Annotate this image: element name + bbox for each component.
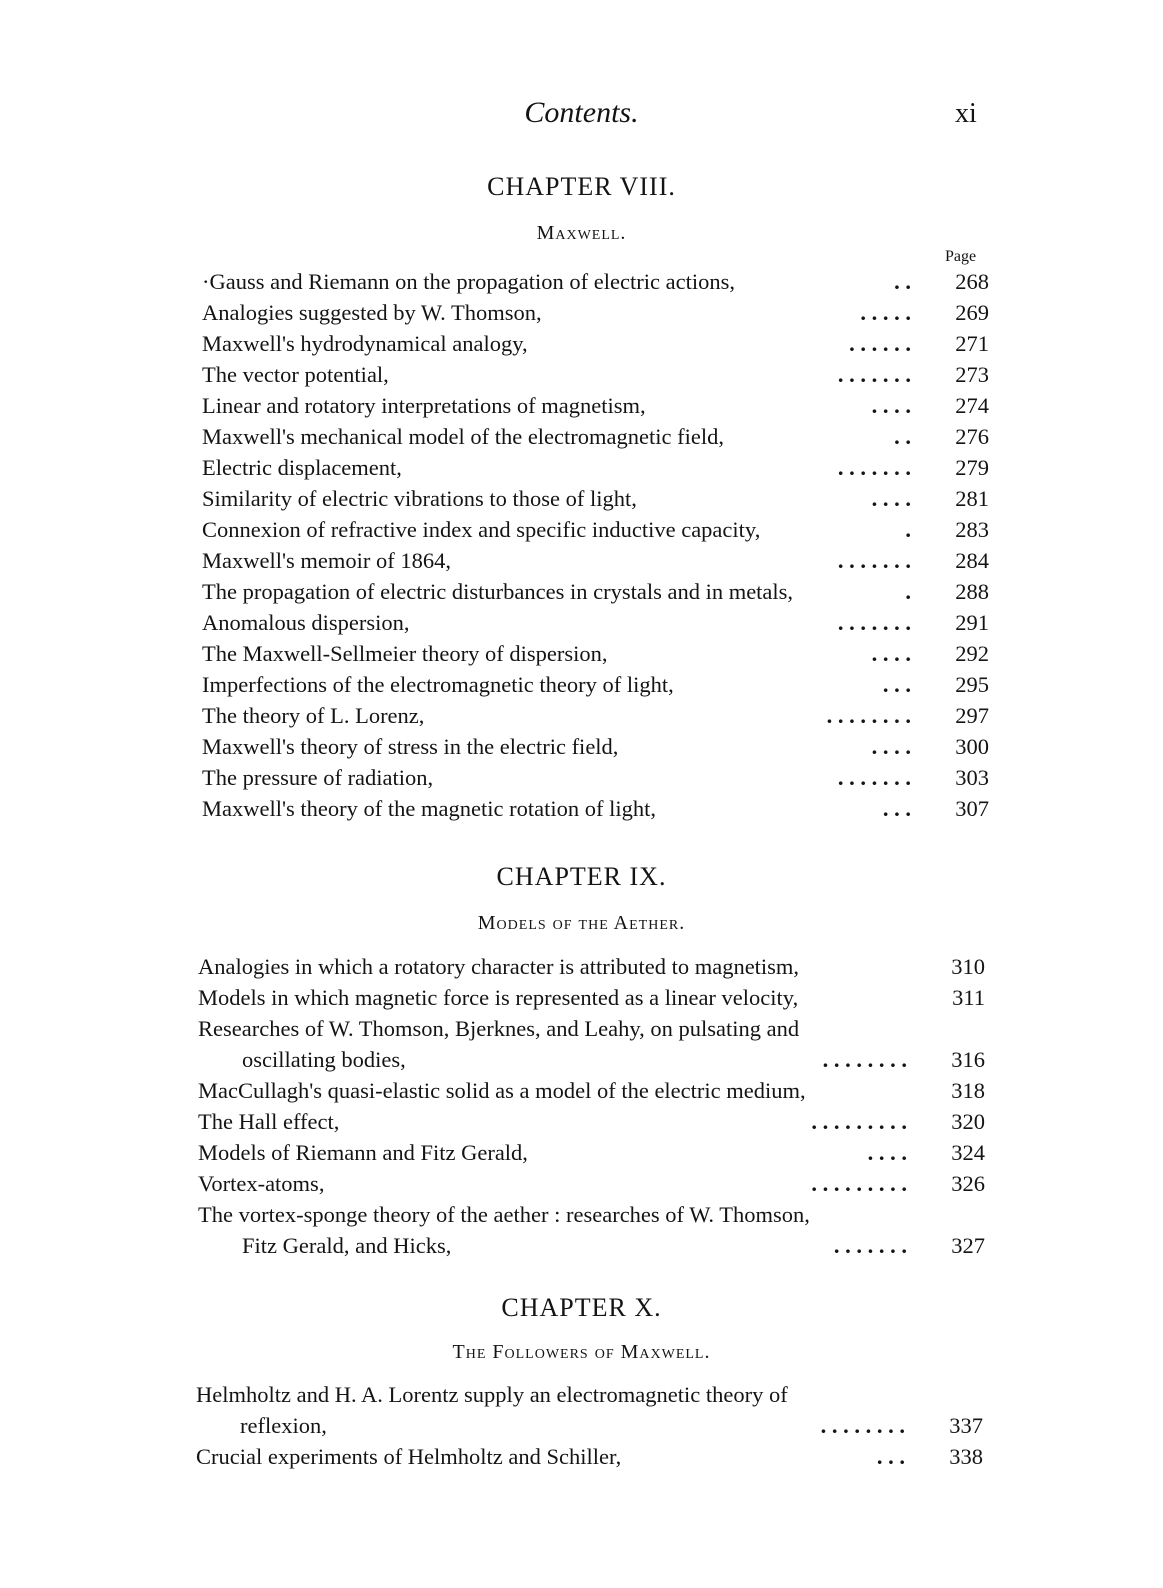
toc-entry bbox=[202, 762, 989, 793]
toc-entry-title: Helmholtz and H. A. Lorentz supply an electromagnetic theory of bbox=[196, 1382, 788, 1407]
page-column-label: Page bbox=[945, 248, 977, 265]
toc-leader-dots: . . . bbox=[876, 1444, 905, 1469]
toc-leader-dots: . . . . bbox=[867, 1140, 907, 1165]
running-title: Contents. bbox=[524, 96, 639, 129]
toc-entry-title: Crucial experiments of Helmholtz and Schiller, bbox=[196, 1444, 622, 1469]
toc-leader-dots: . . . . bbox=[871, 734, 911, 759]
toc-entry-title: The vector potential, bbox=[202, 362, 389, 387]
toc-entry-page: 310 bbox=[951, 954, 985, 979]
toc-entry-title: The theory of L. Lorenz, bbox=[202, 703, 425, 728]
toc-leader-dots: . . . . . . . bbox=[837, 362, 911, 387]
toc-entry-title: The pressure of radiation, bbox=[202, 765, 434, 790]
chapter-subtitle: Maxwell. bbox=[536, 222, 627, 244]
toc-entry-page: 291 bbox=[955, 610, 989, 635]
toc-leader-dots: . . . bbox=[882, 672, 911, 697]
toc-leader-dots: . . . . . . . bbox=[837, 455, 911, 480]
toc-entry-title: Maxwell's mechanical model of the electromagnetic field, bbox=[202, 424, 724, 449]
toc-entry-page: 307 bbox=[955, 796, 989, 821]
toc-entry bbox=[198, 951, 985, 982]
toc-entry bbox=[202, 297, 989, 328]
toc-entry-title: Electric displacement, bbox=[202, 455, 402, 480]
toc-entry-title: oscillating bodies, bbox=[242, 1047, 406, 1072]
toc-entry-title: Linear and rotatory interpretations of magnetism, bbox=[202, 393, 646, 418]
toc-entry bbox=[202, 390, 989, 421]
toc-entry bbox=[198, 1137, 985, 1168]
toc-entry bbox=[202, 793, 989, 824]
toc-entry bbox=[196, 1379, 983, 1410]
toc-entry-title: The Hall effect, bbox=[198, 1109, 340, 1134]
toc-leader-dots: . . . . . . . . bbox=[826, 703, 911, 728]
toc-entry-page: 292 bbox=[955, 641, 989, 666]
toc-entry-page: 273 bbox=[955, 362, 989, 387]
toc-entry-title: reflexion, bbox=[240, 1413, 327, 1438]
toc-entry bbox=[202, 669, 989, 700]
toc-entry bbox=[198, 982, 985, 1013]
toc-entry-page: 316 bbox=[951, 1047, 985, 1072]
toc-leader-dots: . . . . . . . bbox=[837, 610, 911, 635]
toc-leader-dots: . . . . . . . . . bbox=[811, 1171, 907, 1196]
toc-entry-page: 269 bbox=[955, 300, 989, 325]
toc-entry bbox=[198, 1168, 985, 1199]
toc-entry-page: 268 bbox=[955, 269, 989, 294]
toc-entry-title: Models in which magnetic force is represented as a linear velocity, bbox=[198, 985, 799, 1010]
toc-leader-dots: . . . . . . bbox=[849, 331, 911, 356]
toc-leader-dots: . . . bbox=[882, 796, 911, 821]
toc-entry-page: 281 bbox=[955, 486, 989, 511]
toc-entry bbox=[198, 1230, 985, 1261]
toc-entry-page: 320 bbox=[951, 1109, 985, 1134]
toc-leader-dots: . . . . . bbox=[860, 300, 911, 325]
toc-entry bbox=[202, 731, 989, 762]
toc-entry-title: Models of Riemann and Fitz Gerald, bbox=[198, 1140, 528, 1165]
toc-entry-page: 279 bbox=[955, 455, 989, 480]
toc-entry-page: 337 bbox=[949, 1413, 983, 1438]
toc-entry-title: The vortex-sponge theory of the aether : researches of W. Thomson, bbox=[198, 1202, 810, 1227]
toc-entry bbox=[202, 700, 989, 731]
toc-entry-page: 303 bbox=[955, 765, 989, 790]
toc-leader-dots: . . . . bbox=[871, 486, 911, 511]
toc-entry-title: Researches of W. Thomson, Bjerknes, and Leahy, on pulsating and bbox=[198, 1016, 800, 1041]
toc-entry-title: Maxwell's theory of stress in the electric field, bbox=[202, 734, 619, 759]
toc-leader-dots: . . bbox=[894, 424, 911, 449]
toc-entry-page: 326 bbox=[951, 1171, 985, 1196]
toc-leader-dots: . . . . . . . . . bbox=[811, 1109, 907, 1134]
chapter-subtitle: The Followers of Maxwell. bbox=[452, 1341, 711, 1363]
toc-entry-title: Maxwell's hydrodynamical analogy, bbox=[202, 331, 528, 356]
toc-entry bbox=[202, 359, 989, 390]
toc-entry-title: Maxwell's memoir of 1864, bbox=[202, 548, 452, 573]
toc-entry-page: 283 bbox=[955, 517, 989, 542]
toc-entry bbox=[202, 483, 989, 514]
toc-entry-page: 338 bbox=[949, 1444, 983, 1469]
toc-entry-title: Maxwell's theory of the magnetic rotation of light, bbox=[202, 796, 656, 821]
toc-leader-dots: . . . . bbox=[871, 393, 911, 418]
toc-leader-dots: . . . . . . . . bbox=[820, 1413, 905, 1438]
toc-entry bbox=[202, 638, 989, 669]
toc-entry bbox=[196, 1410, 983, 1441]
toc-entry-title: Analogies in which a rotatory character is attributed to magnetism, bbox=[198, 954, 800, 979]
toc-entry bbox=[202, 545, 989, 576]
toc-entry-title: Analogies suggested by W. Thomson, bbox=[202, 300, 542, 325]
toc-entry-title: Fitz Gerald, and Hicks, bbox=[242, 1233, 452, 1258]
toc-entry-page: 297 bbox=[955, 703, 989, 728]
toc-leader-dots: . bbox=[905, 517, 911, 542]
toc-entry-page: 274 bbox=[955, 393, 989, 418]
toc-leader-dots: . . . . . . . bbox=[837, 548, 911, 573]
toc-entry bbox=[198, 1075, 985, 1106]
chapter-heading: CHAPTER IX. bbox=[496, 862, 667, 891]
chapter-subtitle: Models of the Aether. bbox=[477, 912, 686, 934]
toc-entry bbox=[202, 514, 989, 545]
toc-entry-page: 327 bbox=[951, 1233, 985, 1258]
running-head bbox=[0, 96, 1163, 136]
toc-entry-title: Similarity of electric vibrations to those of light, bbox=[202, 486, 637, 511]
chapter-heading: CHAPTER X. bbox=[501, 1293, 662, 1322]
chapter-heading: CHAPTER VIII. bbox=[487, 172, 676, 201]
toc-entry bbox=[198, 1106, 985, 1137]
toc-entry-title: Imperfections of the electromagnetic theory of light, bbox=[202, 672, 674, 697]
toc-entry-page: 311 bbox=[952, 985, 985, 1010]
toc-entry-page: 288 bbox=[955, 579, 989, 604]
toc-leader-dots: . . . . . . . bbox=[837, 765, 911, 790]
toc-list-chapter-x bbox=[196, 1379, 983, 1472]
toc-leader-dots: . . . . . . . bbox=[833, 1233, 907, 1258]
toc-entry bbox=[198, 1013, 985, 1044]
toc-entry-page: 318 bbox=[951, 1078, 985, 1103]
toc-leader-dots: . bbox=[905, 579, 911, 604]
toc-list-chapter-ix bbox=[198, 951, 985, 1261]
toc-entry-title: Anomalous dispersion, bbox=[202, 610, 410, 635]
toc-entry bbox=[202, 576, 989, 607]
toc-entry bbox=[202, 452, 989, 483]
toc-leader-dots: . . bbox=[894, 269, 911, 294]
toc-entry bbox=[196, 1441, 983, 1472]
toc-entry-title: The Maxwell-Sellmeier theory of dispersion, bbox=[202, 641, 608, 666]
toc-entry-page: 271 bbox=[955, 331, 989, 356]
toc-entry bbox=[202, 607, 989, 638]
toc-entry bbox=[202, 328, 989, 359]
toc-list-chapter-viii bbox=[202, 266, 989, 824]
toc-entry-page: 300 bbox=[955, 734, 989, 759]
toc-entry bbox=[202, 421, 989, 452]
toc-entry-page: 295 bbox=[955, 672, 989, 697]
toc-entry bbox=[202, 266, 989, 297]
toc-entry-title: The propagation of electric disturbances in crystals and in metals, bbox=[202, 579, 794, 604]
toc-entry-page: 284 bbox=[955, 548, 989, 573]
toc-entry-title: Vortex-atoms, bbox=[198, 1171, 325, 1196]
toc-entry-page: 276 bbox=[955, 424, 989, 449]
toc-leader-dots: . . . . . . . . bbox=[822, 1047, 907, 1072]
page-number: xi bbox=[955, 98, 977, 129]
toc-entry-title: Connexion of refractive index and specific inductive capacity, bbox=[202, 517, 761, 542]
toc-entry-page: 324 bbox=[951, 1140, 985, 1165]
toc-entry-title: MacCullagh's quasi-elastic solid as a model of the electric medium, bbox=[198, 1078, 806, 1103]
toc-entry bbox=[198, 1044, 985, 1075]
toc-leader-dots: . . . . bbox=[871, 641, 911, 666]
toc-entry-title: ·Gauss and Riemann on the propagation of electric actions, bbox=[202, 269, 735, 294]
toc-entry bbox=[198, 1199, 985, 1230]
